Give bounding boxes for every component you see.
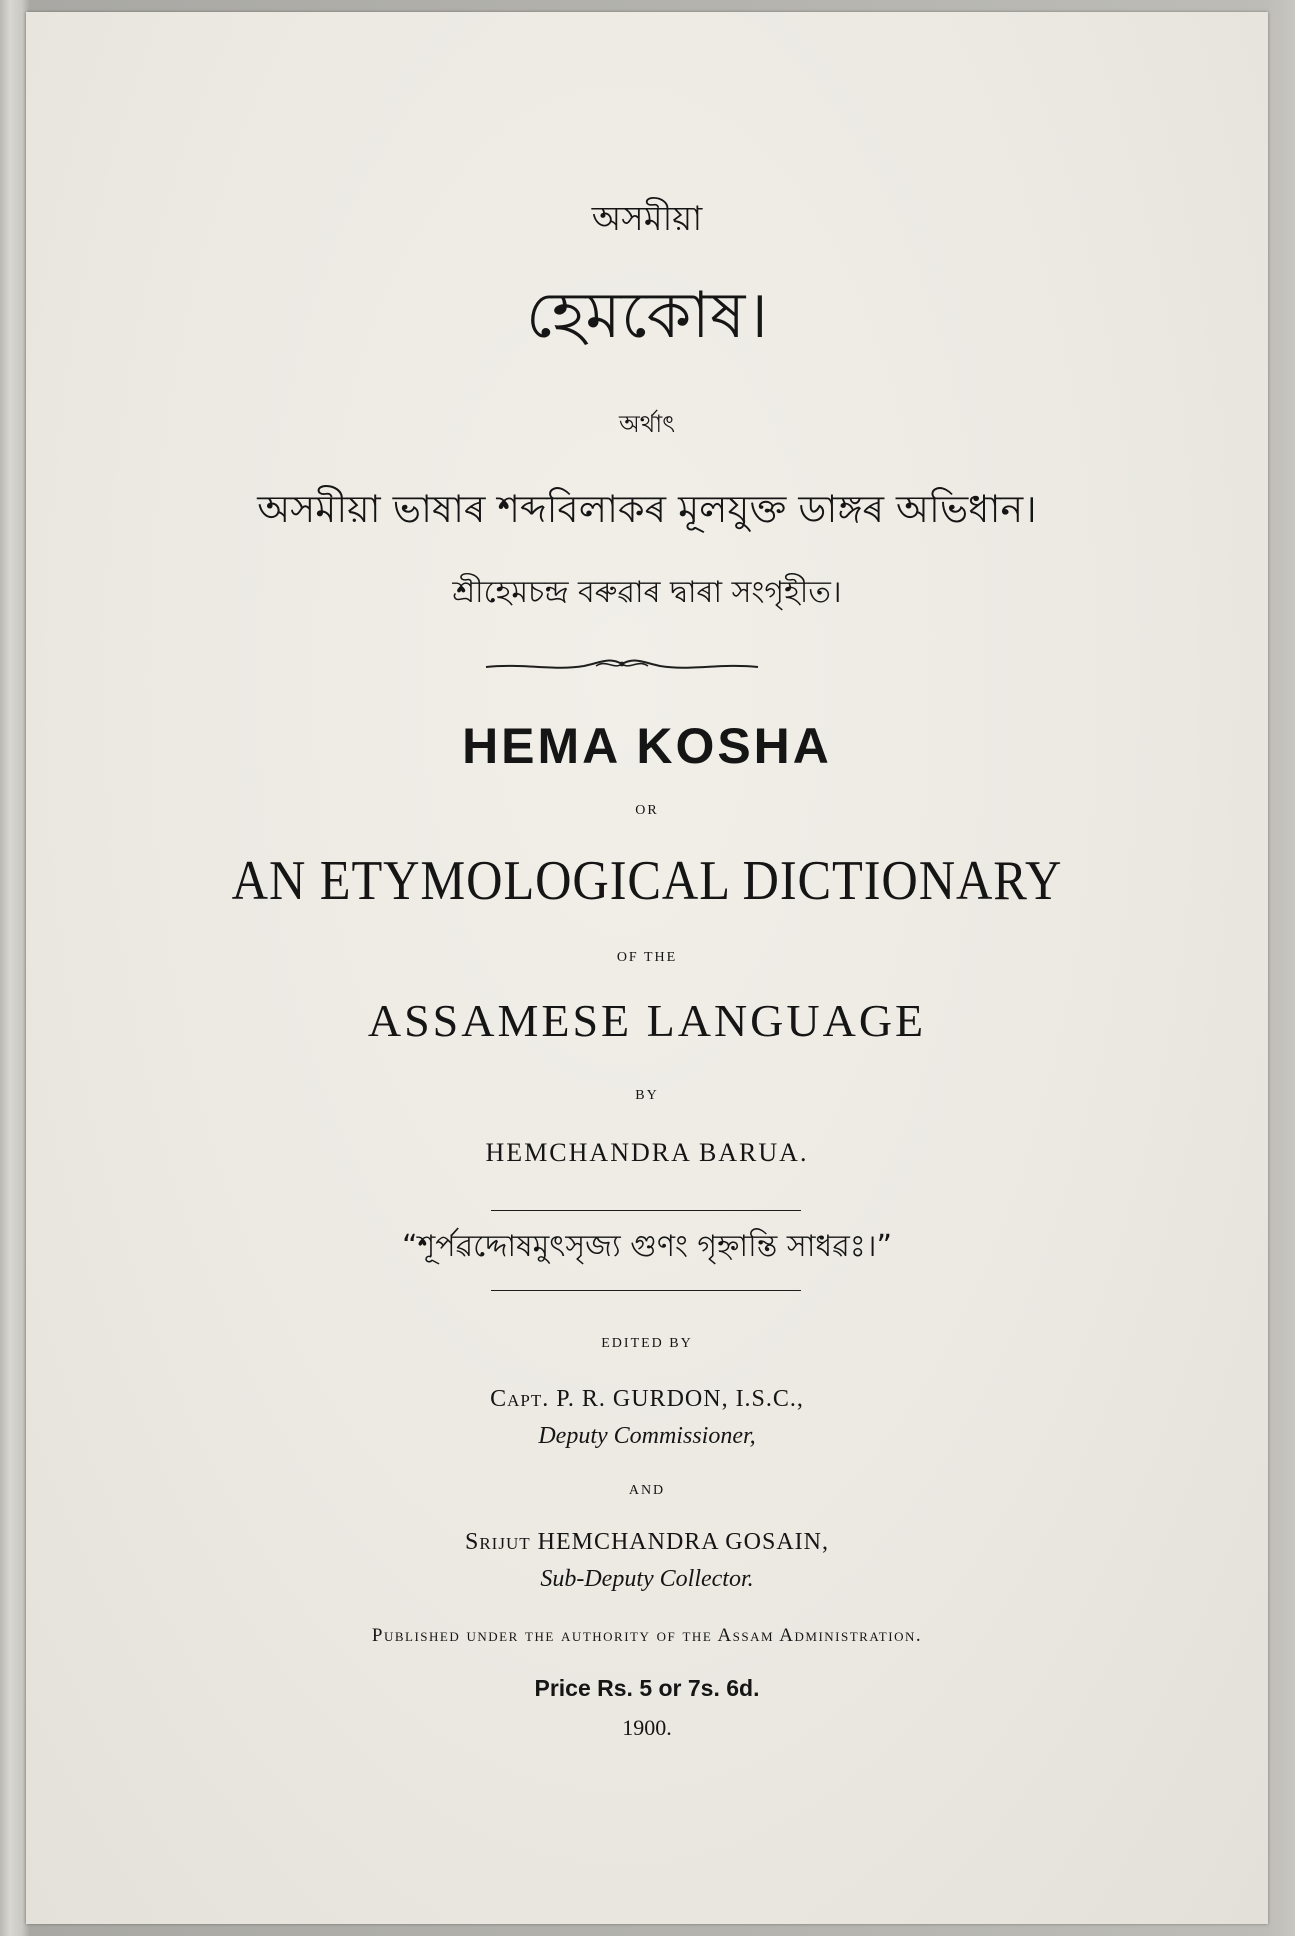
and-label: AND (628, 1483, 666, 1498)
publication-year: 1900. (622, 1715, 672, 1740)
publisher-note: Published under the authority of the Assam Administration. (371, 1625, 923, 1646)
bengali-header: অসমীয়া (591, 199, 703, 239)
by-label: BY (635, 1088, 659, 1103)
editor-1-title: Deputy Commissioner, (538, 1423, 756, 1449)
bengali-arthat: অৰ্থাৎ (618, 410, 676, 438)
editor-1-name: Capt. P. R. GURDON, I.S.C., (490, 1386, 804, 1412)
epigraph: “শূৰ্পৱদ্দোষমুৎসৃজ্য গুণং গৃহ্নান্তি সাধৱঃ।” (401, 1229, 893, 1264)
bengali-compiler: শ্ৰীহেমচন্দ্ৰ বৰুৱাৰ দ্বাৰা সংগৃহীত। (452, 575, 842, 610)
title-page-content (26, 12, 1268, 1924)
ornamental-divider (484, 650, 760, 680)
editor-2-name: Srijut HEMCHANDRA GOSAIN, (465, 1529, 829, 1555)
epigraph-bottom-rule (491, 1290, 801, 1291)
english-title: HEMA KOSHA (462, 718, 832, 774)
or-label: OR (635, 803, 659, 818)
bengali-title: হেমকোষ। (525, 279, 769, 353)
author-name: HEMCHANDRA BARUA. (485, 1138, 809, 1167)
of-the-label: OF THE (616, 950, 678, 965)
price-line: Price Rs. 5 or 7s. 6d. (534, 1675, 760, 1701)
edited-by-label: EDITED BY (601, 1336, 693, 1351)
epigraph-top-rule (491, 1210, 801, 1211)
english-subtitle: AN ETYMOLOGICAL DICTIONARY (231, 850, 1063, 912)
title-page (26, 12, 1268, 1924)
language-title: ASSAMESE LANGUAGE (367, 995, 927, 1046)
editor-2-title: Sub-Deputy Collector. (540, 1566, 754, 1592)
bengali-subtitle: অসমীয়া ভাষাৰ শব্দবিলাকৰ মূলযুক্ত ডাঙ্গৰ অভিধান। (257, 487, 1037, 531)
